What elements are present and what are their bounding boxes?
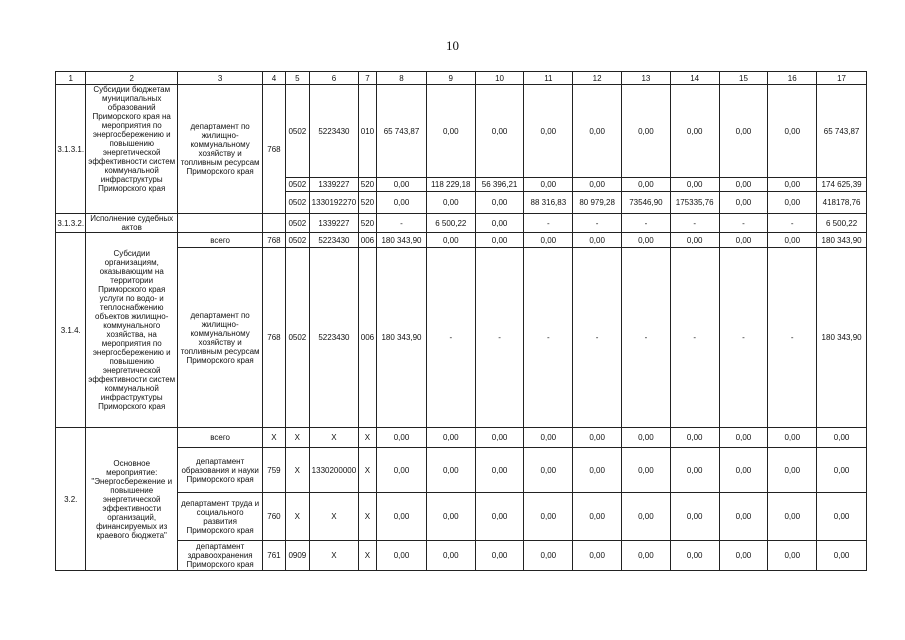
table-cell: 759 <box>263 448 285 493</box>
empty-cell <box>263 214 285 233</box>
table-cell: 0,00 <box>426 85 475 178</box>
table-row <box>56 428 867 448</box>
table-cell: - <box>622 248 671 428</box>
table-cell: 0,00 <box>719 448 768 493</box>
table-cell: 520 <box>358 192 376 214</box>
table-cell: 0,00 <box>768 448 817 493</box>
table-cell: 0,00 <box>475 493 524 541</box>
table-cell: - <box>670 248 719 428</box>
column-header: 7 <box>358 72 376 85</box>
table-cell: 0,00 <box>622 428 671 448</box>
executor-name: департамент по жилищно-коммунальному хозяйству и топливным ресурсам Приморского края <box>177 248 262 428</box>
table-cell: 0,00 <box>719 178 768 192</box>
table-cell: 0,00 <box>426 192 475 214</box>
table-cell: 180 343,90 <box>377 248 427 428</box>
table-cell: 1339227 <box>310 178 359 192</box>
executor-name: департамент по жилищно-коммунальному хозяйству и топливным ресурсам Приморского края <box>177 85 262 214</box>
table-cell: 0,00 <box>670 541 719 571</box>
column-header: 15 <box>719 72 768 85</box>
table-cell: 65 743,87 <box>817 85 867 178</box>
table-cell: 0,00 <box>377 541 427 571</box>
table-cell: 0,00 <box>426 448 475 493</box>
column-header: 17 <box>817 72 867 85</box>
table-cell: 0,00 <box>573 428 622 448</box>
executor-name: департамент здравоохранения Приморского края <box>177 541 262 571</box>
table-cell: 180 343,90 <box>817 248 867 428</box>
table-row <box>56 248 867 428</box>
table-cell: - <box>670 214 719 233</box>
table-cell: 0,00 <box>622 493 671 541</box>
table-cell: 418178,76 <box>817 192 867 214</box>
item-name: Основное мероприятие: "Энергосбережение и повышение энергетической эффективности организаций, финансируемых из краевого бюджета" <box>86 428 177 571</box>
table-cell: 0,00 <box>817 541 867 571</box>
table-cell: 0,00 <box>719 493 768 541</box>
table-cell: 760 <box>263 493 285 541</box>
item-number: 3.1.4. <box>56 233 86 428</box>
table-cell: 0,00 <box>670 428 719 448</box>
table-cell: 0,00 <box>524 85 573 178</box>
table-body <box>56 72 867 571</box>
table-cell: 0,00 <box>768 428 817 448</box>
column-header: 8 <box>377 72 427 85</box>
budget-table <box>55 71 867 571</box>
table-cell: 0,00 <box>573 448 622 493</box>
executor-name: департамент труда и социального развития Приморского края <box>177 493 262 541</box>
table-row <box>56 214 867 233</box>
table-cell: 0,00 <box>426 541 475 571</box>
table-cell: - <box>377 214 427 233</box>
table-cell: X <box>285 448 309 493</box>
column-header: 4 <box>263 72 285 85</box>
table-cell: X <box>358 541 376 571</box>
table-cell: X <box>358 493 376 541</box>
table-cell: 0,00 <box>817 428 867 448</box>
column-header: 2 <box>86 72 177 85</box>
table-cell: - <box>426 248 475 428</box>
column-header: 1 <box>56 72 86 85</box>
table-cell: 0,00 <box>573 493 622 541</box>
table-cell: 175335,76 <box>670 192 719 214</box>
table-cell: 520 <box>358 178 376 192</box>
table-cell: 0909 <box>285 541 309 571</box>
table-cell: 0,00 <box>719 233 768 248</box>
column-header: 11 <box>524 72 573 85</box>
table-cell: 0,00 <box>475 448 524 493</box>
column-header: 5 <box>285 72 309 85</box>
table-cell: 0,00 <box>768 541 817 571</box>
table-row <box>56 448 867 493</box>
table-cell: 0,00 <box>719 541 768 571</box>
table-cell: 180 343,90 <box>817 233 867 248</box>
table-cell: 006 <box>358 233 376 248</box>
table-cell: 0,00 <box>670 448 719 493</box>
table-cell: 0,00 <box>475 214 524 233</box>
table-cell: 0502 <box>285 214 309 233</box>
item-name: Субсидии бюджетам муниципальных образований Приморского края на мероприятия по энергосбережению и повышению энергетической эффективности систем коммунальной инфраструктуры Приморского края <box>86 85 177 214</box>
table-cell: - <box>573 214 622 233</box>
table-cell: 0,00 <box>670 233 719 248</box>
table-cell: 0,00 <box>768 493 817 541</box>
table-cell: 0,00 <box>573 178 622 192</box>
table-row <box>56 493 867 541</box>
table-cell: 180 343,90 <box>377 233 427 248</box>
table-cell: - <box>719 214 768 233</box>
table-cell: 5223430 <box>310 233 359 248</box>
table-cell: 0502 <box>285 248 309 428</box>
table-cell: 0,00 <box>768 233 817 248</box>
table-cell: - <box>622 214 671 233</box>
table-cell: 65 743,87 <box>377 85 427 178</box>
table-cell: 768 <box>263 248 285 428</box>
table-cell: 0,00 <box>475 192 524 214</box>
table-cell: 0,00 <box>768 178 817 192</box>
table-cell: 0,00 <box>377 493 427 541</box>
table-cell: 010 <box>358 85 376 178</box>
table-cell: X <box>285 493 309 541</box>
table-cell: 0,00 <box>670 493 719 541</box>
page-number: 10 <box>446 38 459 53</box>
column-header: 10 <box>475 72 524 85</box>
agency-code: 768 <box>263 85 285 214</box>
total-label: всего <box>177 428 262 448</box>
table-row <box>56 233 867 248</box>
table-cell: - <box>524 248 573 428</box>
table-cell: 5223430 <box>310 248 359 428</box>
column-header: 6 <box>310 72 359 85</box>
table-cell: 0,00 <box>524 448 573 493</box>
table-cell: 0,00 <box>622 178 671 192</box>
table-cell: 0,00 <box>622 85 671 178</box>
table-cell: 0,00 <box>475 85 524 178</box>
table-cell: 006 <box>358 248 376 428</box>
table-cell: 0,00 <box>475 541 524 571</box>
table-cell: 0,00 <box>622 233 671 248</box>
table-cell: X <box>263 428 285 448</box>
table-cell: 0,00 <box>768 192 817 214</box>
table-cell: 0,00 <box>573 85 622 178</box>
item-number: 3.1.3.1. <box>56 85 86 214</box>
table-cell: 768 <box>263 233 285 248</box>
table-cell: 0,00 <box>817 493 867 541</box>
table-cell: 1330200000 <box>310 448 359 493</box>
table-cell: - <box>475 248 524 428</box>
column-header: 16 <box>768 72 817 85</box>
table-cell: 0,00 <box>670 85 719 178</box>
table-cell: 0,00 <box>377 428 427 448</box>
executor-name: департамент образования и науки Приморского края <box>177 448 262 493</box>
table-cell: 0,00 <box>817 448 867 493</box>
table-cell: 0,00 <box>524 178 573 192</box>
table-cell: 56 396,21 <box>475 178 524 192</box>
table-cell: X <box>358 428 376 448</box>
table-cell: X <box>285 428 309 448</box>
table-cell: 0502 <box>285 233 309 248</box>
table-cell: - <box>768 248 817 428</box>
table-cell: 0,00 <box>524 428 573 448</box>
table-cell: 0,00 <box>622 541 671 571</box>
column-header: 3 <box>177 72 262 85</box>
table-row <box>56 541 867 571</box>
table-cell: 761 <box>263 541 285 571</box>
table-cell: 0,00 <box>475 233 524 248</box>
table-cell: 0502 <box>285 85 309 178</box>
header-row <box>56 72 867 85</box>
table-cell: 73546,90 <box>622 192 671 214</box>
table-cell: 0,00 <box>377 448 427 493</box>
column-header: 9 <box>426 72 475 85</box>
table-cell: 0,00 <box>670 178 719 192</box>
item-number: 3.2. <box>56 428 86 571</box>
table-cell: 0,00 <box>426 493 475 541</box>
table-cell: 0,00 <box>719 192 768 214</box>
item-name: Субсидии организациям, оказывающим на территории Приморского края услуги по водо- и теплоснабжению объектов жилищно-коммунального хозяйства, на мероприятия по энергосбережению и повышению энергетической эффективности систем коммунальной инфраструктуры Приморского края <box>86 233 177 428</box>
table-cell: 0,00 <box>719 85 768 178</box>
table-cell: 80 979,28 <box>573 192 622 214</box>
table-cell: 0,00 <box>524 233 573 248</box>
table-cell: 118 229,18 <box>426 178 475 192</box>
empty-cell <box>177 214 262 233</box>
table-cell: 0,00 <box>377 192 427 214</box>
table-cell: 0502 <box>285 178 309 192</box>
table-cell: 0,00 <box>719 428 768 448</box>
table-cell: 1330192270 <box>310 192 359 214</box>
table-cell: X <box>310 428 359 448</box>
table-cell: 0,00 <box>377 178 427 192</box>
total-label: всего <box>177 233 262 248</box>
item-name: Исполнение судебных актов <box>86 214 177 233</box>
table-row <box>56 85 867 178</box>
table-cell: 0,00 <box>573 233 622 248</box>
table-cell: 0,00 <box>622 448 671 493</box>
table-cell: 0,00 <box>426 428 475 448</box>
table-cell: X <box>358 448 376 493</box>
column-header: 13 <box>622 72 671 85</box>
table-cell: 174 625,39 <box>817 178 867 192</box>
table-cell: 0,00 <box>426 233 475 248</box>
table-cell: 88 316,83 <box>524 192 573 214</box>
table-cell: - <box>768 214 817 233</box>
table-cell: 6 500,22 <box>817 214 867 233</box>
table-cell: 0,00 <box>475 428 524 448</box>
table-cell: 6 500,22 <box>426 214 475 233</box>
table-cell: - <box>719 248 768 428</box>
item-number: 3.1.3.2. <box>56 214 86 233</box>
table-cell: 0,00 <box>524 493 573 541</box>
table-cell: 520 <box>358 214 376 233</box>
table-cell: X <box>310 541 359 571</box>
table-cell: - <box>573 248 622 428</box>
table-cell: 0,00 <box>524 541 573 571</box>
table-cell: 1339227 <box>310 214 359 233</box>
column-header: 12 <box>573 72 622 85</box>
table-cell: 0,00 <box>573 541 622 571</box>
table-cell: X <box>310 493 359 541</box>
table-cell: 5223430 <box>310 85 359 178</box>
table-cell: 0,00 <box>768 85 817 178</box>
column-header: 14 <box>670 72 719 85</box>
table-cell: 0502 <box>285 192 309 214</box>
table-cell: - <box>524 214 573 233</box>
